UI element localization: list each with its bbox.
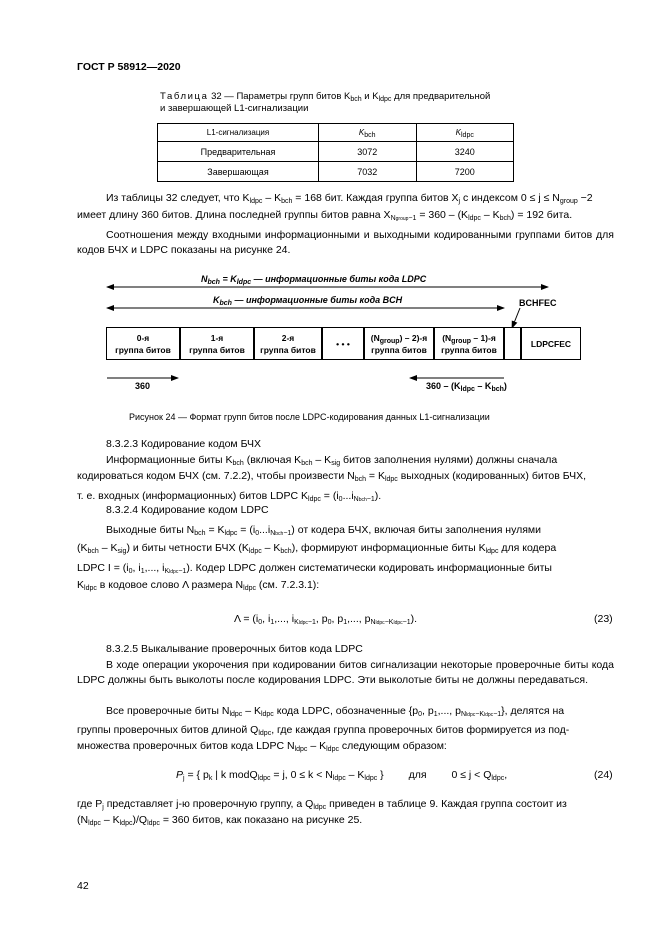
group-box-1: 1-я группа битов	[180, 327, 254, 360]
table-cell: 3072	[319, 142, 417, 162]
dim-360-label: 360	[135, 381, 151, 391]
section-8324-line3: LDPC $I = (i_0$, $i_1$,..., $i_{Kldpc-1}$). Кодер LDPC должен систематически кодировать информационные биты	[77, 562, 552, 575]
section-8324-line4: $K_{ldpc}$ в кодовое слово Λ размера $N_{ldpc}$ (см. 7.2.3.1):	[77, 579, 320, 592]
table-cell: 7200	[416, 162, 514, 182]
paragraph-1-line1: Из таблицы 32 следует, что $K_{ldpc} - K_{bch} = 168$ бит. Каждая группа битов $X_j$ с индексом $0 \le j \le N_{group} -2$	[106, 192, 593, 205]
section-8325-para1: В ходе операции укорочения при кодировании битов сигнализации некоторые проверочные биты кода LDPC должны быть выколоты после кодирования LDPC. Эти выколотые биты не должны передаваться.	[77, 659, 614, 686]
table-cell: Завершающая	[158, 162, 319, 182]
dim-last-label: $360 - (K_{ldpc} - K_{bch})$	[426, 381, 507, 393]
final-paragraph-line1: где $P_j$ представляет j-ю проверочную группу, а $Q_{ldpc}$ приведен в таблице 9. Каждая группа состоит из	[77, 798, 567, 811]
table-header: $K_{bch}$	[319, 124, 417, 142]
document-header: ГОСТ Р 58912—2020	[77, 61, 181, 73]
section-8324-title: 8.3.2.4 Кодирование кодом LDPC	[106, 504, 269, 516]
arrow-nbch-label: $N_{bch} = K_{ldpc}$ — информационные биты кода LDPC	[201, 274, 427, 286]
section-8323-line3: т. е. входных (информационных) битов LDPC $K_{ldpc} = (i_0...i_{Nbch-1})$.	[77, 490, 382, 503]
section-8323-line1: Информационные биты $K_{bch}$ (включая $K_{bch} - K_{sig}$ битов заполнения нулями) должны сначала	[106, 454, 558, 467]
bchfec-label: BCHFEC	[519, 298, 557, 308]
equation-24-number: (24)	[594, 769, 613, 781]
table-header: L1-сигнализация	[158, 124, 319, 142]
section-8325-para2-line1: Все проверочные биты $N_{ldpc} - K_{ldpc}$ кода LDPC, обозначенные {$p_0$, $p_1$,..., $p_{Nldpc-Kldpc-1}$}, делятся на	[106, 705, 565, 718]
group-box-n-2: $(N_{group}) - 2)-я$ группа битов	[364, 327, 434, 360]
section-8323-title: 8.3.2.3 Кодирование кодом БЧХ	[106, 438, 261, 450]
paragraph-1-line2: имеет длину 360 битов. Длина последней группы битов равна $X_{Ngroup-1} = 360 - (K_{ldpc} - K_{bch}) = 192$ бита.	[77, 209, 573, 222]
section-8325-para2-line2: группы проверочных битов длиной $Q_{ldpc}$, где каждая группа проверочных битов формируется из под-	[77, 724, 570, 737]
section-8324-line2: $(K_{bch} - K_{sig})$ и биты четности БЧХ $(K_{ldpc} - K_{bch})$, формируют информационные биты $K_{ldpc}$ для кодера	[77, 542, 557, 555]
equation-24: $P_j$ = { $p_k$ | k modQ$_{ldpc}$ = j, $0 \le k < N_{ldpc} - K_{ldpc}$ } для $0 \le j < Q_{ldpc}$,	[176, 769, 508, 782]
table-caption-line2: и завершающей L1-сигнализации	[160, 103, 309, 114]
section-8323-line2: кодироваться кодом БЧХ (см. 7.2.2), чтобы произвести $N_{bch} = K_{ldpc}$ выходных (кодированных) битов БЧХ,	[77, 470, 587, 483]
group-box-n-1: $(N_{group} - 1)-я$ группа битов	[434, 327, 504, 360]
table-cell: 3240	[416, 142, 514, 162]
group-box-0: 0-я группа битов	[106, 327, 180, 360]
paragraph-2: Соотношения между входными информационными и выходными кодированными группами битов для кодов БЧХ и LDPC показаны на рисунке 24.	[77, 229, 614, 256]
table-cell: Предварительная	[158, 142, 319, 162]
section-8324-line1: Выходные биты $N_{bch} = K_{ldpc} = (i_0...i_{Nbch-1})$ от кодера БЧХ, включая биты заполнения нулями	[106, 524, 542, 537]
final-paragraph-line2: $(N_{ldpc} - K_{ldpc})/Q_{ldpc} = 360$ битов, как показано на рисунке 25.	[77, 814, 363, 827]
bchfec-box	[504, 327, 521, 360]
table-cell: 7032	[319, 162, 417, 182]
group-box-ellipsis: • • •	[322, 327, 364, 360]
equation-23: $\Lambda = (i_0$, $i_1$,..., $i_{Kldpc-1}$, $p_0$, $p_1$,..., $p_{Nldpc-Kldpc-1}$).	[234, 613, 418, 626]
section-8325-para2-line3: множества проверочных битов кода LDPC $N_{ldpc} - K_{ldpc}$ следующим образом:	[77, 740, 447, 753]
section-8325-title: 8.3.2.5 Выкалывание проверочных битов кода LDPC	[106, 643, 363, 655]
ldpcfec-box: LDPCFEC	[521, 327, 581, 360]
figure-caption: Рисунок 24 — Формат групп битов после LDPC-кодирования данных L1-сигнализации	[129, 412, 490, 422]
table-header: $K_{ldpc}$	[416, 124, 514, 142]
arrow-kbch-label: $K_{bch}$ — информационные биты кода BCH	[213, 295, 403, 307]
equation-23-number: (23)	[594, 613, 613, 625]
bchfec-pointer	[512, 308, 520, 328]
group-box-2: 2-я группа битов	[254, 327, 322, 360]
page-number: 42	[77, 880, 89, 892]
table-caption: Таблица 32 — Параметры групп битов $K_{bch}$ и $K_{ldpc}$ для предварительной	[160, 91, 491, 103]
